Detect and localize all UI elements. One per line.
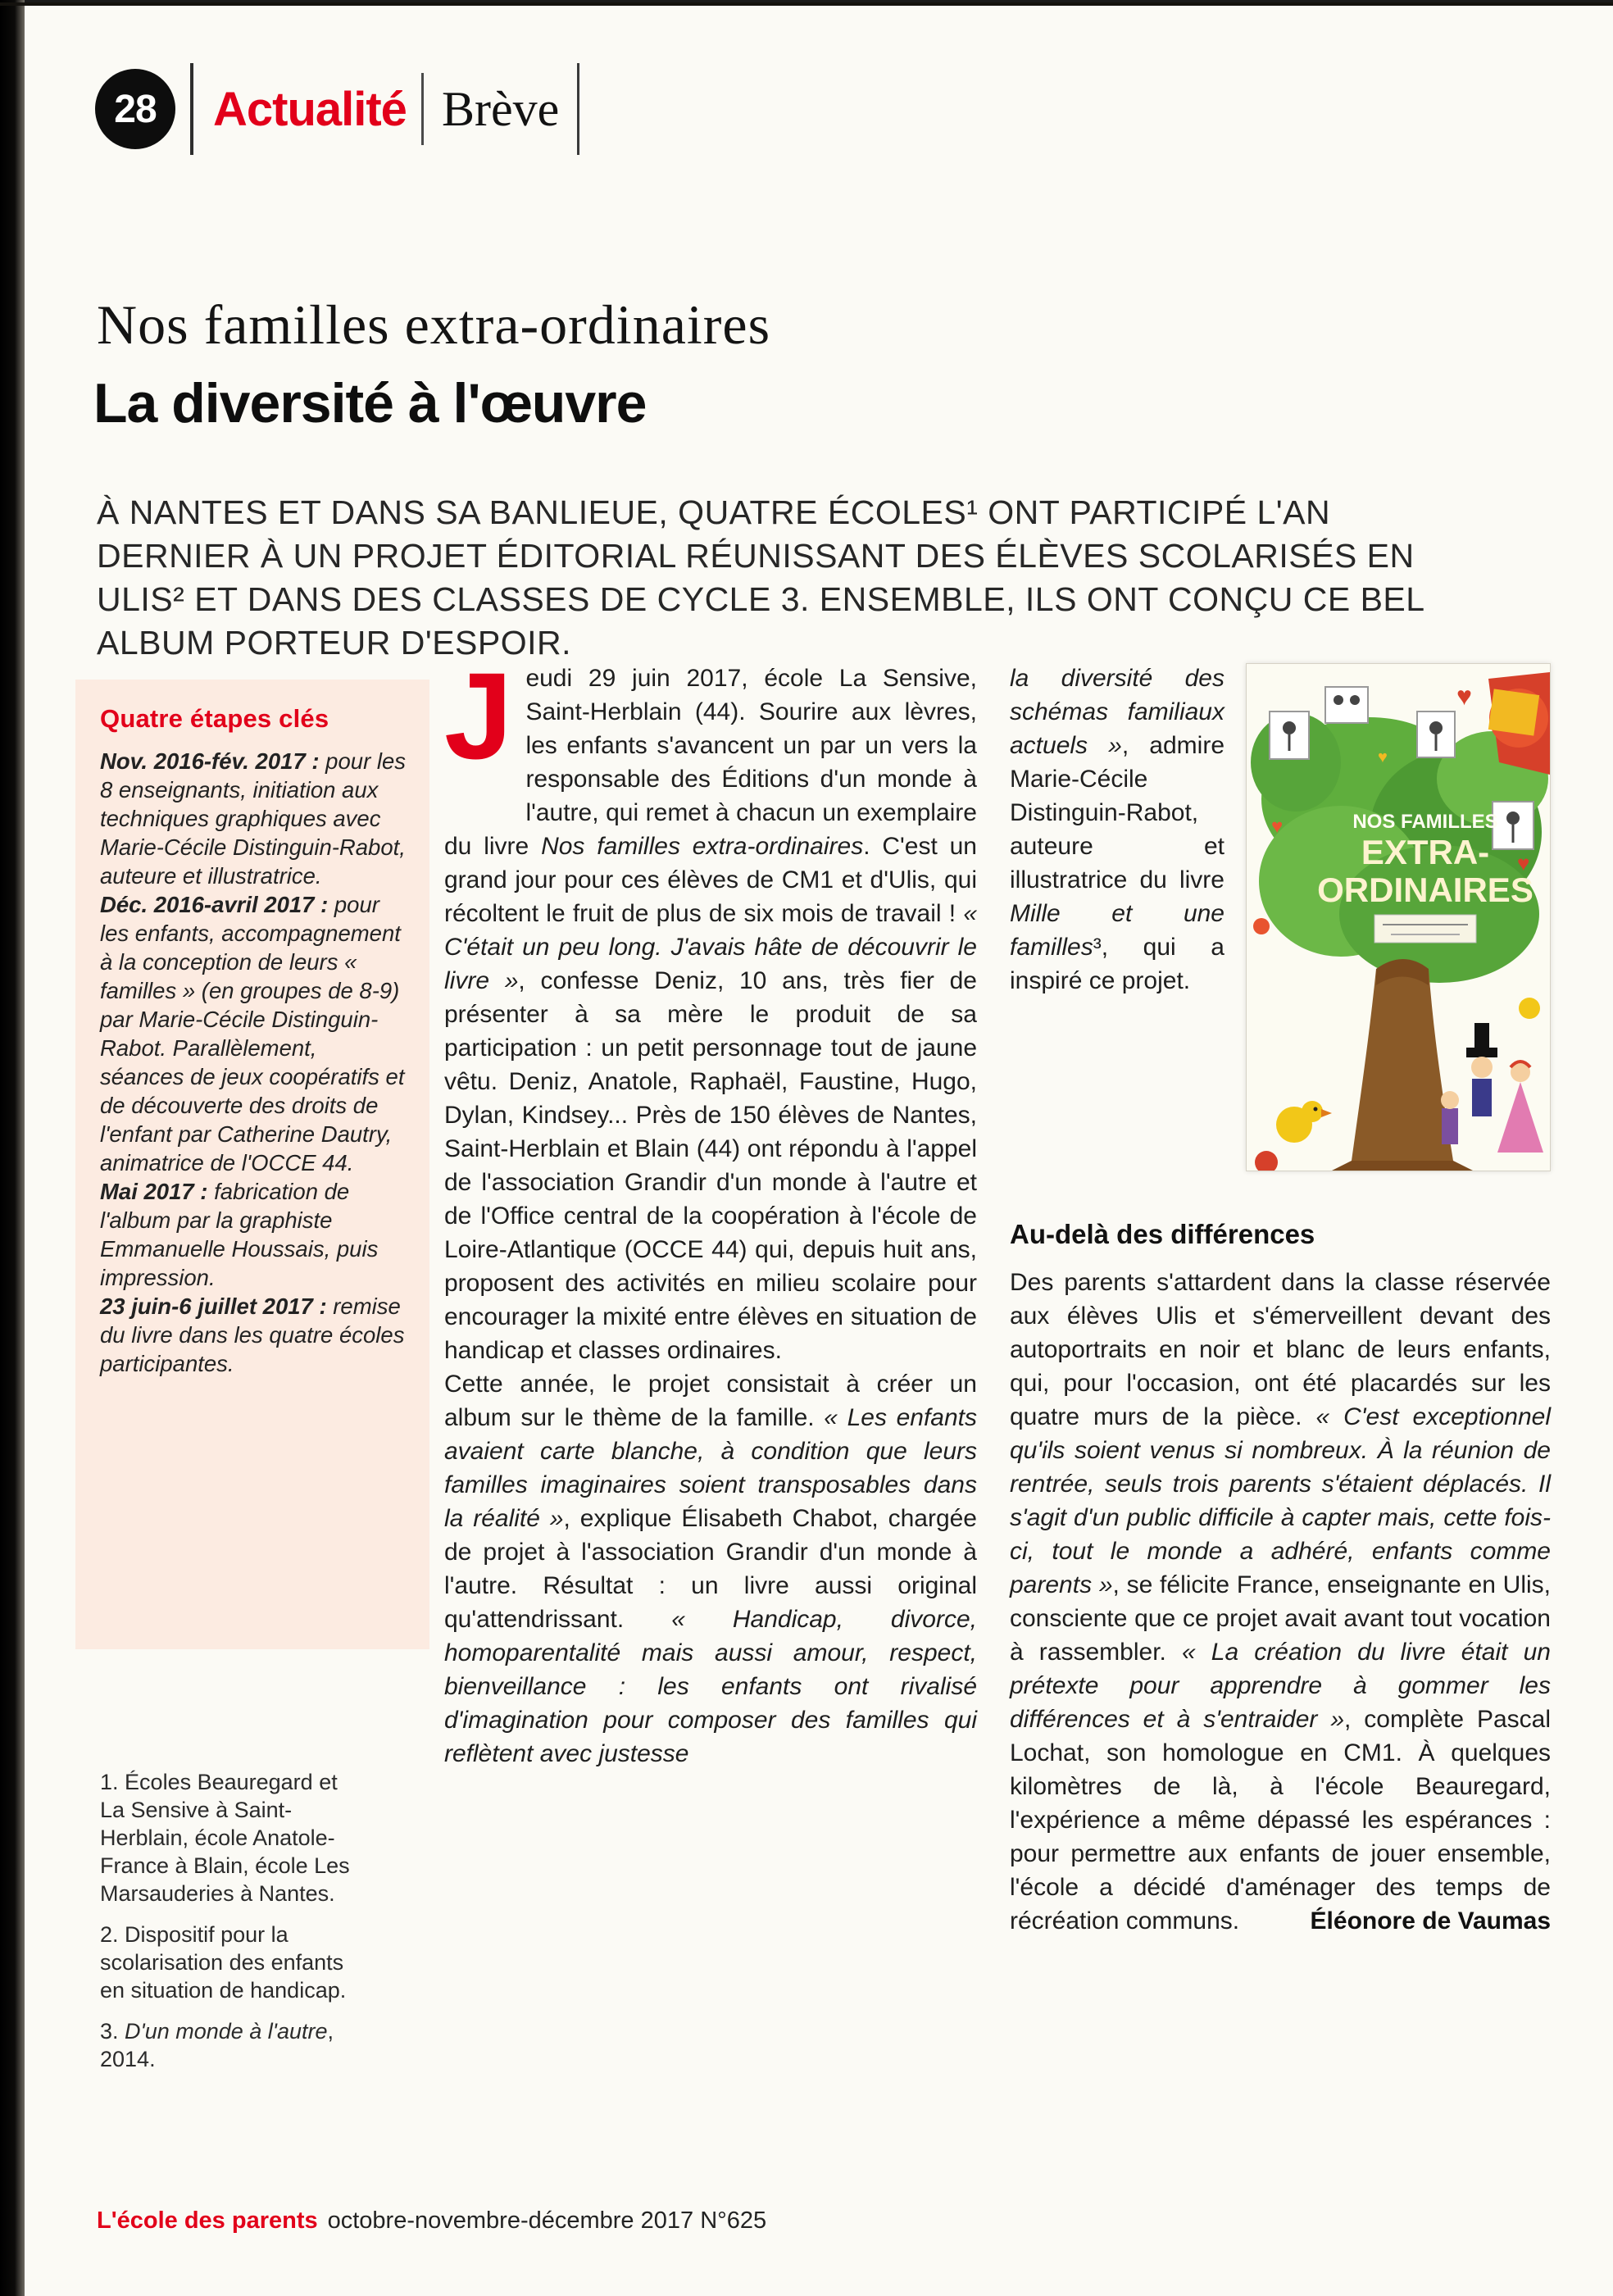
sidebar-item-date: Déc. 2016-avril 2017 : bbox=[100, 892, 329, 917]
scan-edge-left bbox=[0, 0, 25, 2296]
svg-text:♥: ♥ bbox=[1271, 816, 1284, 838]
article-column-middle bbox=[444, 647, 978, 1771]
footnote-number: 1. bbox=[100, 1770, 119, 1794]
footnote-text: D'un monde à l'autre, 2014. bbox=[100, 2019, 334, 2071]
book-cover bbox=[1246, 663, 1551, 1171]
sidebar-item-text: fabrication de l'album par la graphiste Emmanuelle Houssais, puis impression. bbox=[100, 1179, 379, 1290]
sidebar-item-date: Mai 2017 : bbox=[100, 1179, 208, 1204]
article-kicker-title: Nos familles extra-ordinaires bbox=[97, 293, 771, 356]
subsection-label: Brève bbox=[441, 81, 560, 136]
footnote-text: Dispositif pour la scolarisation des enfants en situation de handicap. bbox=[100, 1922, 347, 2003]
sidebar-key-steps-box bbox=[75, 680, 429, 1649]
footnote-number: 2. bbox=[100, 1922, 119, 1947]
footnote-text: Écoles Beauregard et La Sensive à Saint-Herblain, école Anatole-France à Blain, école Les Marsauderies à Nantes. bbox=[100, 1770, 350, 1906]
svg-text:♥: ♥ bbox=[1378, 748, 1388, 766]
svg-text:♥: ♥ bbox=[1517, 851, 1530, 875]
article-paragraph bbox=[444, 1367, 977, 1771]
section-label: Actualité bbox=[213, 82, 407, 136]
page-footer bbox=[97, 2207, 766, 2235]
page-number-badge: 28 bbox=[95, 69, 175, 149]
issue-info: octobre-novembre-décembre 2017 N°625 bbox=[327, 2207, 767, 2234]
paragraph-text: la diversité des schémas familiaux actuels », admire Marie-Cécile Distinguin-Rabot, auteure et illustratrice du livre Mille et une familles³, qui a inspiré ce projet. bbox=[1010, 665, 1225, 994]
article-column-right bbox=[1010, 662, 1551, 1938]
sidebar-item bbox=[100, 1292, 407, 1378]
sidebar-item-date: 23 juin-6 juillet 2017 : bbox=[100, 1293, 327, 1319]
cover-title-line2: EXTRA- bbox=[1361, 833, 1490, 871]
dropcap-letter: J bbox=[444, 647, 513, 784]
article-paragraph bbox=[1010, 1266, 1551, 1938]
footnote bbox=[100, 2017, 354, 2073]
article-byline: Éléonore de Vaumas bbox=[1310, 1907, 1551, 1935]
sidebar-item-text: remise du livre dans les quatre écoles participantes. bbox=[100, 1293, 405, 1376]
sidebar-item-text: pour les enfants, accompagnement à la conception de leurs « familles » (en groupes de 8-9) par Marie-Cécile Distinguin-Rabot. Parallèlement, séances de jeux coopératifs et de découverte des droits de l'enfant par Catherine Dautry, animatrice de l'OCCE 44. bbox=[100, 892, 405, 1175]
magazine-name: L'école des parents bbox=[97, 2207, 318, 2234]
page bbox=[25, 6, 1613, 2296]
page-header bbox=[95, 63, 579, 155]
article-title: La diversité à l'œuvre bbox=[93, 372, 647, 434]
sidebar-item bbox=[100, 747, 407, 890]
book-cover-illustration bbox=[1247, 664, 1550, 1171]
article-standfirst: À NANTES ET DANS SA BANLIEUE, QUATRE ÉCOLES¹ ONT PARTICIPÉ L'AN DERNIER À UN PROJET ÉDITORIAL RÉUNISSANT DES ÉLÈVES SCOLARISÉS EN ULIS² ET DANS DES CLASSES DE CYCLE 3. ENSEMBLE, ILS ONT CONÇU CE BEL ALBUM PORTEUR D'ESPOIR. bbox=[97, 493, 1424, 662]
paragraph-text: Cette année, le projet consistait à créer un album sur le thème de la famille. « Les enfants avaient carte blanche, à condition que leurs familles imaginaires soient transposables dans la réalité », explique Élisabeth Chabot, chargée de projet à l'association Grandir d'un monde à l'autre. Résultat : un livre aussi original qu'attendrissant. « Handicap, divorce, homoparentalité mais aussi amour, respect, bienveillance : les enfants ont rivalisé d'imagination pour composer des familles qui reflètent avec justesse bbox=[444, 1371, 978, 1767]
article-subheading: Au-delà des différences bbox=[1010, 1219, 1315, 1249]
sidebar-title: Quatre étapes clés bbox=[100, 704, 329, 733]
scan-edge-top bbox=[0, 2, 1613, 6]
header-divider bbox=[577, 63, 579, 155]
footnote bbox=[100, 1768, 354, 1907]
sidebar-item bbox=[100, 890, 407, 1177]
footnote bbox=[100, 1921, 354, 2004]
paragraph-text: Des parents s'attardent dans la classe réservée aux élèves Ulis et s'émerveillent devant des autoportraits en noir et blanc de leurs enfants, qui, pour l'occasion, ont été placardés sur les quatre murs de la pièce. « C'est exceptionnel qu'ils soient venus si nombreux. À la réunion de rentrée, seuls trois parents s'étaient déplacés. Il s'agit d'un public difficile à capter mais, cette fois-ci, tout le monde a adhéré, enfants comme parents », se félicite France, enseignante en Ulis, consciente que ce projet avait avant tout vocation à rassembler. « La création du livre était un prétexte pour apprendre à gommer les différences et à s'entraider », complète Pascal Lochat, son homologue en CM1. À quelques kilomètres de là, à l'école Beauregard, l'expérience a même dépassé les espérances : pour permettre aux enfants de jouer ensemble, l'école a décidé d'aménager des temps de récréation communs. bbox=[1010, 1269, 1551, 1935]
svg-text:♥: ♥ bbox=[1456, 681, 1472, 711]
footnotes bbox=[100, 1768, 354, 2086]
article-paragraph bbox=[444, 647, 977, 1367]
paragraph-text: eudi 29 juin 2017, école La Sensive, Saint-Herblain (44). Sourire aux lèvres, les enfants s'avancent un par un vers la responsable des Éditions d'un monde à l'autre, qui remet à chacun un exemplaire du livre Nos familles extra-ordinaires. C'est un grand jour pour ces élèves de CM1 et d'Ulis, qui récoltent le fruit de plus de six mois de travail ! « C'était un peu long. J'avais hâte de découvrir le livre », confesse Deniz, 10 ans, très fier de présenter à sa mère le produit de sa participation : un petit personnage tout de jaune vêtu. Deniz, Anatole, Raphaël, Faustine, Hugo, Dylan, Kindsey... Près de 150 élèves de Nantes, Saint-Herblain et Blain (44) ont répondu à l'appel de l'association Grandir d'un monde à l'autre et de l'Office central de la coopération à l'école de Loire-Atlantique (OCCE 44) qui, depuis huit ans, proposent des activités en milieu scolaire pour encourager la mixité entre élèves en situation de handicap et classes ordinaires. bbox=[444, 665, 977, 1364]
header-divider bbox=[421, 73, 424, 145]
footnote-number: 3. bbox=[100, 2019, 119, 2044]
sidebar-item-text: pour les 8 enseignants, initiation aux techniques graphiques avec Marie-Cécile Distinguin-Rabot, auteure et illustratrice. bbox=[100, 748, 407, 889]
sidebar-item-date: Nov. 2016-fév. 2017 : bbox=[100, 748, 320, 774]
sidebar-item bbox=[100, 1177, 407, 1292]
cover-title-line1: NOS FAMILLES bbox=[1352, 811, 1498, 833]
cover-title-line3: ORDINAIRES bbox=[1317, 871, 1533, 909]
header-divider bbox=[190, 63, 193, 155]
